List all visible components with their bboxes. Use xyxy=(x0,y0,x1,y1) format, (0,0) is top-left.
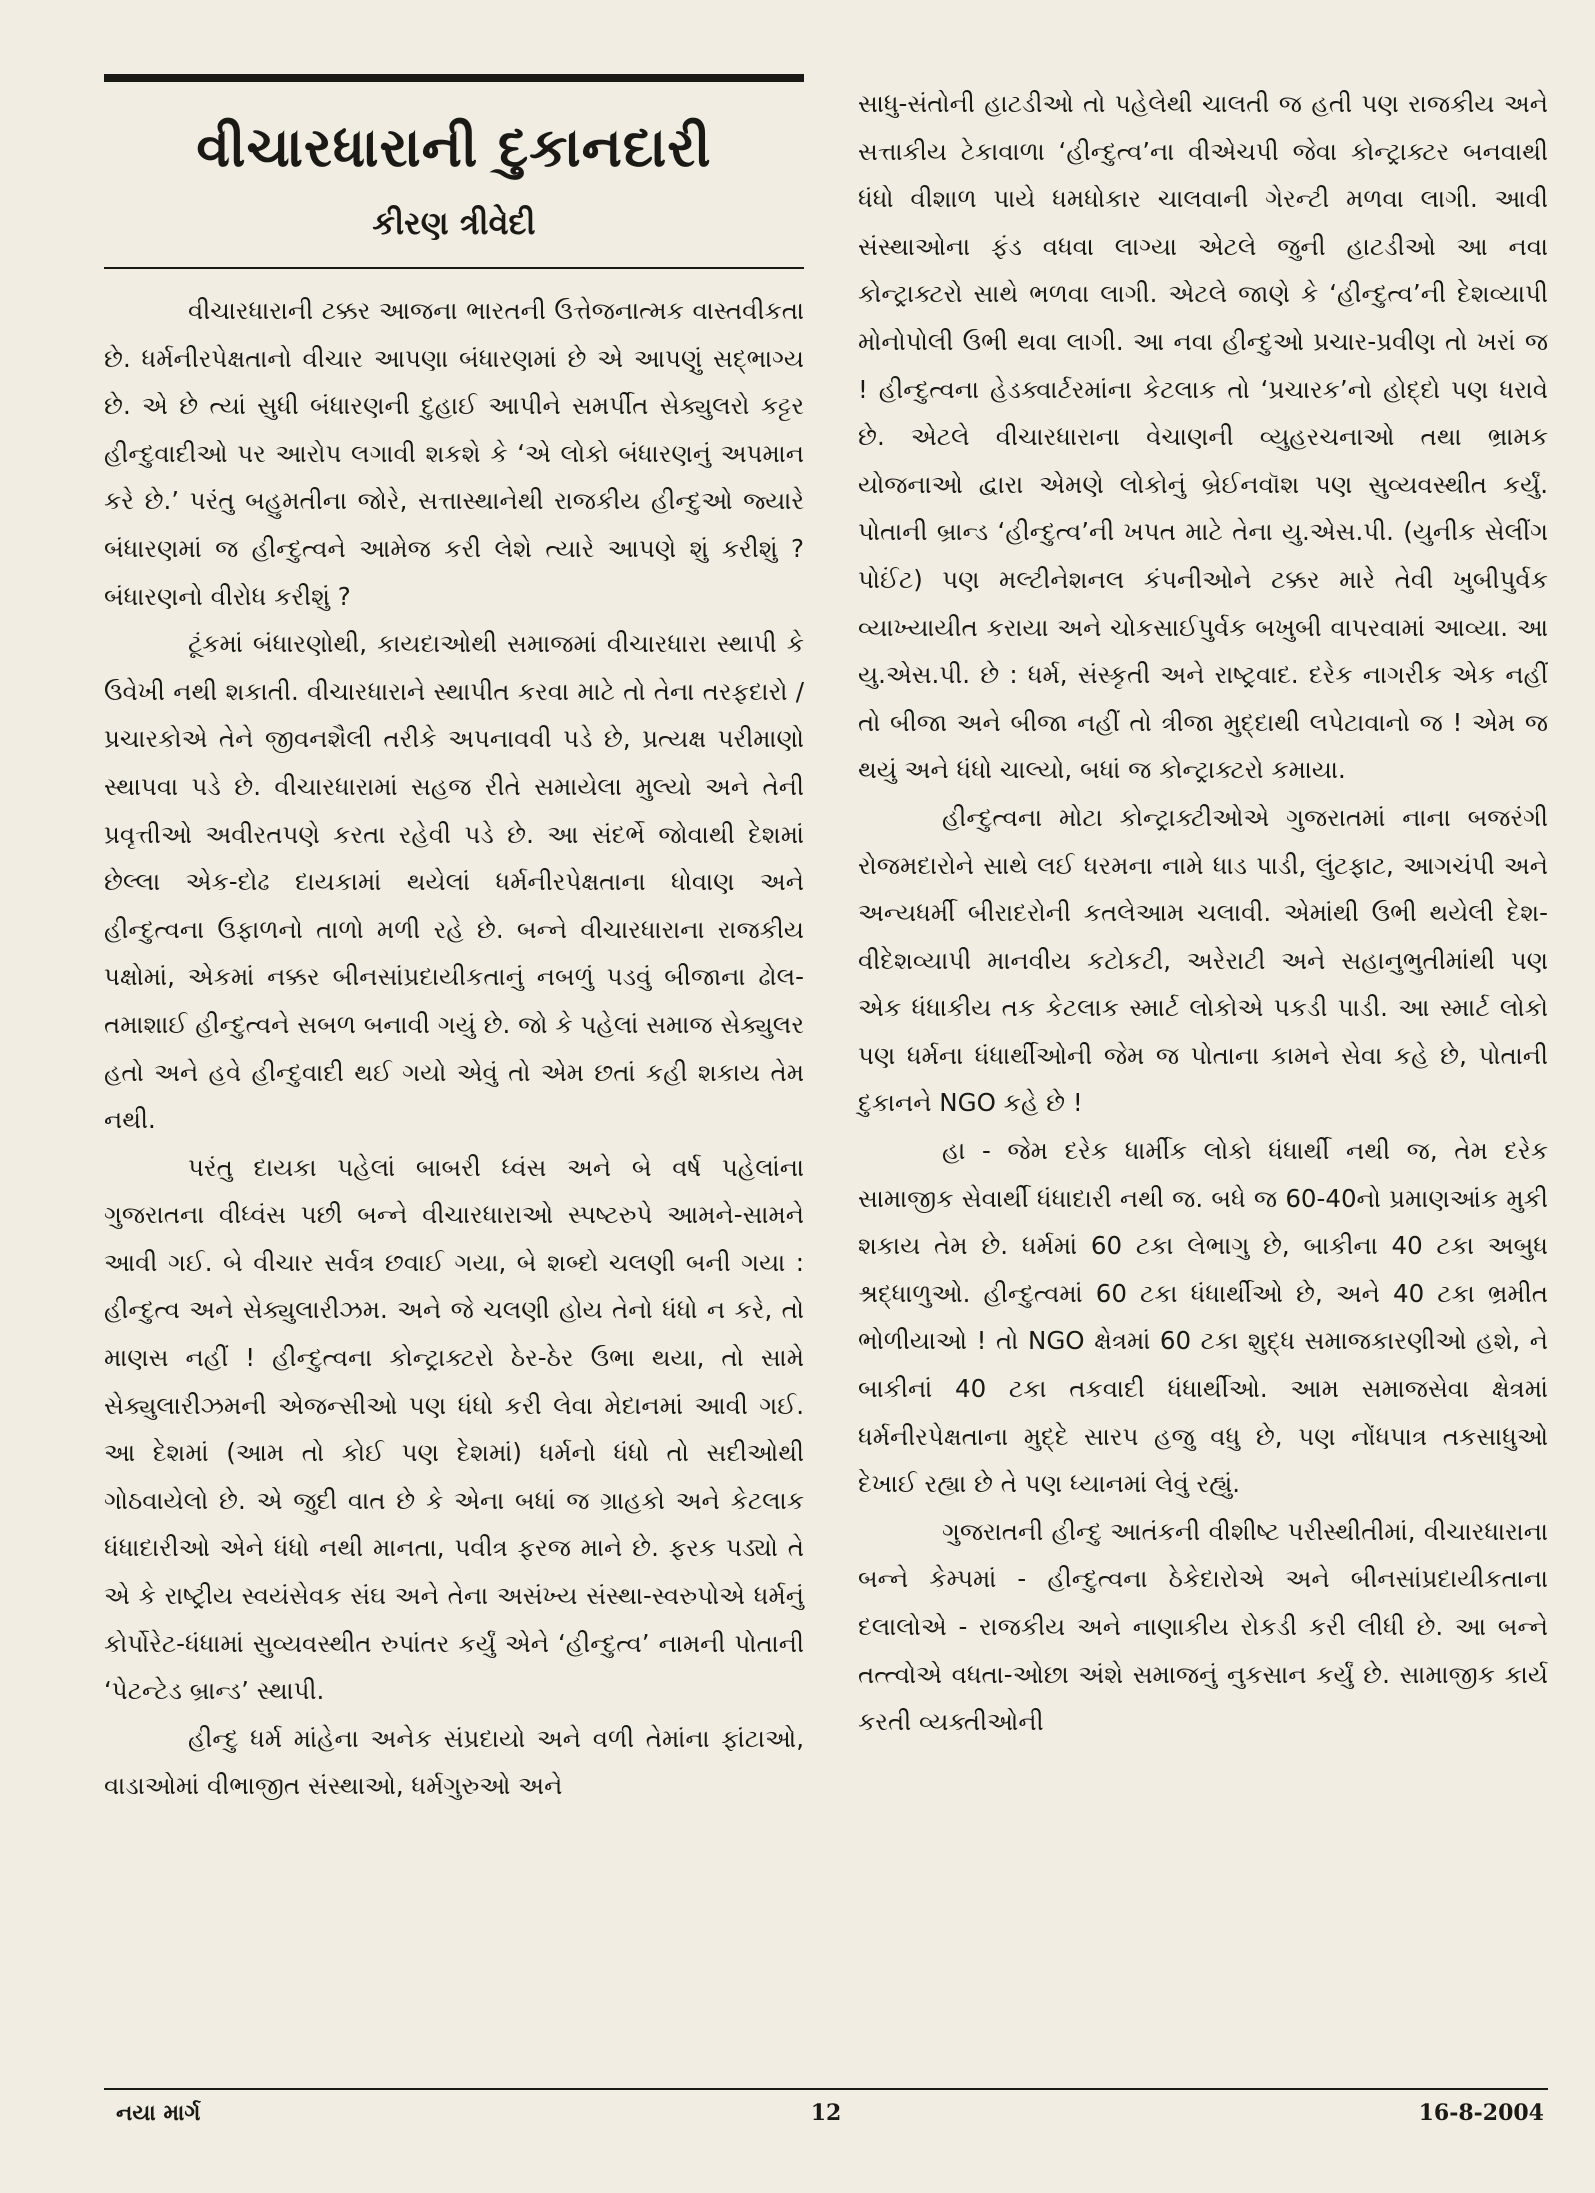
left-column-body xyxy=(104,287,804,1810)
paragraph-continued: સાધુ-સંતોની હાટડીઓ તો પહેલેથી ચાલતી જ હતી પણ રાજકીય અને સત્તાકીય ટેકાવાળા ‘હીન્દુત્વ’ના વીએચપી જેવા કોન્ટ્રાક્ટર બનવાથી ધંધો વીશાળ પાયે ધમધોકાર ચાલવાની ગેરન્ટી મળવા લાગી. આવી સંસ્થાઓના ફંડ વધવા લાગ્યા એટલે જુની હાટડીઓ આ નવા કોન્ટ્રાક્ટરો સાથે ભળવા લાગી. એટલે જાણે કે ‘હીન્દુત્વ’ની દેશવ્યાપી મોનોપોલી ઉભી થવા લાગી. આ નવા હીન્દુઓ પ્રચાર-પ્રવીણ તો ખરાં જ ! હીન્દુત્વના હેડક્વાર્ટરમાંના કેટલાક તો ‘પ્રચારક’નો હોદ્દો પણ ધરાવે છે. એટલે વીચારધારાના વેચાણની વ્યુહરચનાઓ તથા ભ્રામક યોજનાઓ દ્વારા એમણે લોકોનું બ્રેઈનવૉશ પણ સુવ્યવસ્થીત કર્યું. પોતાની બ્રાન્ડ ‘હીન્દુત્વ’ની ખપત માટે તેના યુ.એસ.પી. (યુનીક સેલીંગ પોઈંટ) પણ મલ્ટીનેશનલ કંપનીઓને ટક્કર મારે તેવી ખુબીપુર્વક વ્યાખ્યાયીત કરાયા અને ચોકસાઈપુર્વક બખુબી વાપરવામાં આવ્યા. આ યુ.એસ.પી. છે : ધર્મ, સંસ્કૃતી અને રાષ્ટ્રવાદ. દરેક નાગરીક એક નહીં તો બીજા અને બીજા નહીં તો ત્રીજા મુદ્દાથી લપેટાવાનો જ ! એમ જ થયું અને ધંધો ચાલ્યો, બધાં જ કોન્ટ્રાક્ટરો કમાયા. xyxy=(858,89,1549,785)
paragraph: હા - જેમ દરેક ધાર્મીક લોકો ધંધાર્થી નથી જ, તેમ દરેક સામાજીક સેવાર્થી ધંધાદારી નથી જ. બધે જ 60-40નો પ્રમાણઆંક મુકી શકાય તેમ છે. ધર્મમાં 60 ટકા લેભાગુ છે, બાકીના 40 ટકા અબુધ શ્રદ્ધાળુઓ. હીન્દુત્વમાં 60 ટકા ધંધાર્થીઓ છે, અને 40 ટકા ભ્રમીત ભોળીયાઓ ! તો NGO ક્ષેત્રમાં 60 ટકા શુદ્ધ સમાજકારણીઓ હશે, ને બાકીનાં 40 ટકા તકવાદી ધંધાર્થીઓ. આમ સમાજસેવા ક્ષેત્રમાં ધર્મનીરપેક્ષતાના મુદ્દે સારપ હજુ વધુ છે, પણ નોંધપાત્ર તકસાધુઓ દેખાઈ રહ્યા છે તે પણ ધ્યાનમાં લેવું રહ્યું. xyxy=(858,1136,1548,1499)
paragraph: વીચારધારાની ટક્કર આજના ભારતની ઉત્તેજનાત્મક વાસ્તવીકતા છે. ધર્મનીરપેક્ષતાનો વીચાર આપણા બંધારણમાં છે એ આપણું સદ્ભાગ્ય છે. એ છે ત્યાં સુધી બંધારણની દુહાઈ આપીને સમર્પીત સેક્યુલરો કટ્ટર હીન્દુવાદીઓ પર આરોપ લગાવી શકશે કે ‘એ લોકો બંધારણનું અપમાન કરે છે.’ પરંતુ બહુમતીના જોરે, સત્તાસ્થાનેથી રાજકીય હીન્દુઓ જ્યારે બંધારણમાં જ હીન્દુત્વને આમેજ કરી લેશે ત્યારે આપણે શું કરીશું ? બંધારણનો વીરોધ કરીશું ? xyxy=(104,296,804,611)
article-author: કીરણ ત્રીવેદી xyxy=(372,204,536,242)
right-column xyxy=(858,80,1548,1746)
issue-date: 16-8-2004 xyxy=(1418,2100,1544,2126)
top-rule xyxy=(104,74,804,82)
paragraph: હીન્દુત્વના મોટા કોન્ટ્રાક્ટીઓએ ગુજરાતમાં નાના બજરંગી રોજમદારોને સાથે લઈ ધરમના નામે ધાડ પાડી, લુંટફાટ, આગચંપી અને અન્યધર્મી બીરાદરોની કતલેઆમ ચલાવી. એમાંથી ઉભી થયેલી દેશ-વીદેશવ્યાપી માનવીય કટોકટી, અરેરાટી અને સહાનુભુતીમાંથી પણ એક ધંધાકીય તક કેટલાક સ્માર્ટ લોકોએ પકડી પાડી. આ સ્માર્ટ લોકો પણ ધર્મના ધંધાર્થીઓની જેમ જ પોતાના કામને સેવા કહે છે, પોતાની દુકાનને NGO કહે છે ! xyxy=(858,802,1548,1118)
publication-name: નયા માર્ગ xyxy=(116,2100,201,2126)
paragraph: પરંતુ દાયકા પહેલાં બાબરી ધ્વંસ અને બે વર્ષ પહેલાંના ગુજરાતના વીધ્વંસ પછી બન્ને વીચારધારાઓ સ્પષ્ટરુપે આમને-સામને આવી ગઈ. બે વીચાર સર્વત્ર છવાઈ ગયા, બે શબ્દો ચલણી બની ગયા : હીન્દુત્વ અને સેક્યુલારીઝમ. અને જે ચલણી હોય તેનો ધંધો ન કરે, તો માણસ નહીં ! હીન્દુત્વના કોન્ટ્રાક્ટરો ઠેર-ઠેર ઉભા થયા, તો સામે સેક્યુલારીઝમની એજન્સીઓ પણ ધંધો કરી લેવા મેદાનમાં આવી ગઈ. આ દેશમાં (આમ તો કોઈ પણ દેશમાં) ધર્મનો ધંધો તો સદીઓથી ગોઠવાયેલો છે. એ જુદી વાત છે કે એના બધાં જ ગ્રાહકો અને કેટલાક ધંધાદારીઓ એને ધંધો નથી માનતા, પવીત્ર ફરજ માને છે. ફરક પડ્યો તે એ કે રાષ્ટ્રીય સ્વયંસેવક સંઘ અને તેના અસંખ્ય સંસ્થા-સ્વરુપોએ ધર્મનું કોર્પોરેટ-ધંધામાં સુવ્યવસ્થીત રુપાંતર કર્યું એને ‘હીન્દુત્વ’ નામની પોતાની ‘પેટન્ટેડ બ્રાન્ડ’ સ્થાપી. xyxy=(104,1152,804,1706)
page-number: 12 xyxy=(810,2100,842,2126)
article-title: વીચારધારાની દુકાનદારી xyxy=(196,116,712,179)
byline-rule xyxy=(104,267,804,269)
left-column xyxy=(104,74,804,1810)
paragraph: ગુજરાતની હીન્દુ આતંકની વીશીષ્ટ પરીસ્થીતીમાં, વીચારધારાના બન્ને કેમ્પમાં - હીન્દુત્વના ઠેકેદારોએ અને બીનસાંપ્રદાયીકતાના દલાલોએ - રાજકીય અને નાણાકીય રોકડી કરી લીધી છે. આ બન્ને તત્ત્વોએ વધતા-ઓછા અંશે સમાજનું નુકસાન કર્યું છે. સામાજીક કાર્ય કરતી વ્યક્તીઓની xyxy=(858,1516,1548,1737)
paragraph: ટૂંકમાં બંધારણોથી, કાયદાઓથી સમાજમાં વીચારધારા સ્થાપી કે ઉવેખી નથી શકાતી. વીચારધારાને સ્થાપીત કરવા માટે તો તેના તરફદારો / પ્રચારકોએ તેને જીવનશૈલી તરીકે અપનાવવી પડે છે, પ્રત્યક્ષ પરીમાણો સ્થાપવા પડે છે. વીચારધારામાં સહજ રીતે સમાયેલા મુલ્યો અને તેની પ્રવૃત્તીઓ અવીરતપણે કરતા રહેવી પડે છે. આ સંદર્ભે જોવાથી દેશમાં છેલ્લા એક-દોઢ દાયકામાં થયેલાં ધર્મનીરપેક્ષતાના ધોવાણ અને હીન્દુત્વના ઉફાળનો તાળો મળી રહે છે. બન્ને વીચારધારાના રાજકીય પક્ષોમાં, એકમાં નક્કર બીનસાંપ્રદાયીકતાનું નબળું પડવું બીજાના ઢોલ-તમાશાઈ હીન્દુત્વને સબળ બનાવી ગયું છે. જો કે પહેલાં સમાજ સેક્યુલર હતો અને હવે હીન્દુવાદી થઈ ગયો એવું તો એમ છતાં કહી શકાય તેમ નથી. xyxy=(104,629,804,1135)
paragraph: હીન્દુ ધર્મ માંહેના અનેક સંપ્રદાયો અને વળી તેમાંના ફાંટાઓ, વાડાઓમાં વીભાજીત સંસ્થાઓ, ધર્મગુરુઓ અને xyxy=(104,1723,804,1801)
page-footer xyxy=(104,2088,1548,2130)
